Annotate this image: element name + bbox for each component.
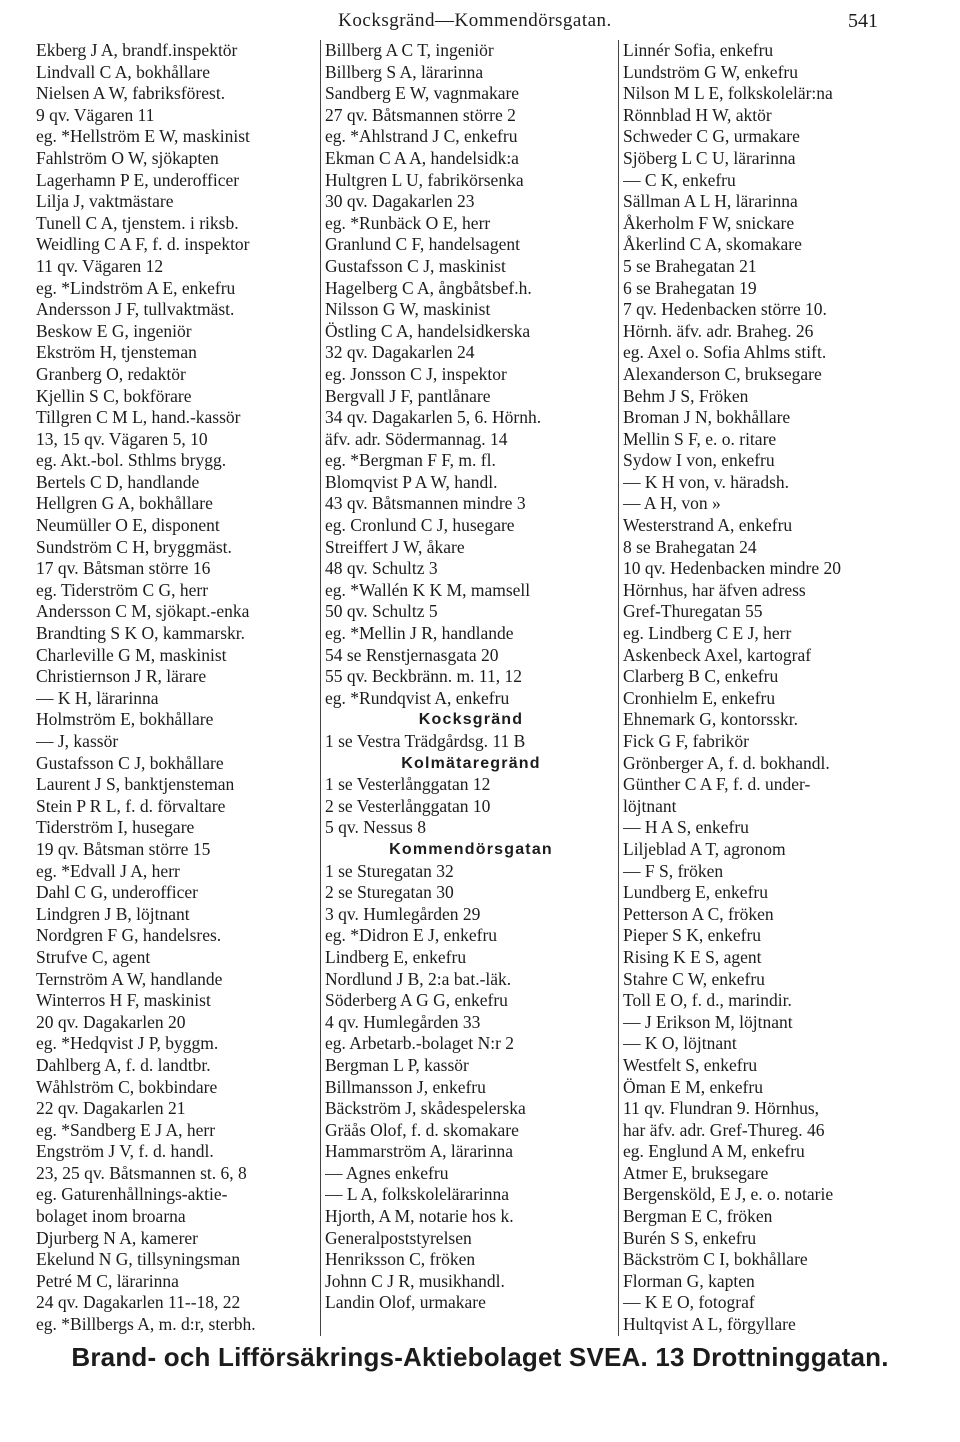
directory-entry: Ekelund N G, tillsyningsman [36,1249,241,1270]
directory-entry: — A H, von » [623,493,721,514]
directory-entry: har äfv. adr. Gref-Thureg. 46 [623,1119,825,1140]
directory-entry: löjtnant [623,795,677,816]
directory-entry: Billmansson J, enkefru [325,1076,486,1097]
directory-entry: Bertels C D, handlande [36,471,200,492]
directory-entry: Sandberg E W, vagnmakare [325,83,520,104]
directory-entry: 48 qv. Schultz 3 [325,558,438,579]
directory-entry: Rising K E S, agent [623,946,762,967]
directory-entry: eg. *Hedqvist J P, byggm. [36,1033,219,1054]
directory-entry: Ekberg J A, brandf.inspektör [36,40,238,60]
directory-entry: Holmström E, bokhållare [36,709,214,730]
directory-entry: Stein P R L, f. d. förvaltare [36,795,226,816]
directory-entry: Laurent J S, banktjensteman [36,774,235,795]
directory-entry: eg. *Didron E J, enkefru [325,925,498,946]
directory-entry: Nilson M L E, folkskolelär:na [623,83,833,104]
directory-entry: Nordgren F G, handelsres. [36,925,222,946]
directory-entry: Andersson C M, sjökapt.-enka [36,601,250,622]
directory-entry: Winterros H F, maskinist [36,990,211,1011]
directory-entry: eg. *Bergman F F, m. fl. [325,450,496,471]
directory-entry: — L A, folkskolelärarinna [325,1184,510,1205]
directory-entry: Lindgren J B, löjtnant [36,903,190,924]
directory-entry: 7 qv. Hedenbacken större 10. [623,299,827,320]
directory-entry: Granlund C F, handelsagent [325,234,520,255]
directory-entry: eg. *Sandberg E J A, herr [36,1119,216,1140]
directory-entry: Mellin S F, e. o. ritare [623,428,777,449]
street-heading: Kolmätaregränd [401,754,541,772]
directory-entry: Gustafsson C J, bokhållare [36,752,224,773]
directory-entry: Broman J N, bokhållare [623,407,791,428]
directory-entry: 23, 25 qv. Båtsmannen st. 6, 8 [36,1162,247,1183]
street-heading: Kommendörsgatan [389,840,553,858]
directory-entry: Bergman E C, fröken [623,1206,773,1227]
directory-entry: Lindvall C A, bokhållare [36,61,210,82]
directory-entry: 43 qv. Båtsmannen mindre 3 [325,493,526,514]
directory-entry: 20 qv. Dagakarlen 20 [36,1011,186,1032]
directory-entry: Sundström C H, bryggmäst. [36,536,232,557]
directory-entry: Günther C A F, f. d. under- [623,774,811,795]
directory-entry: Cronhielm E, enkefru [623,687,776,708]
directory-entry: Westerstrand A, enkefru [623,515,793,536]
directory-entry: 24 qv. Dagakarlen 11--18, 22 [36,1292,241,1313]
directory-entry: 4 qv. Humlegården 33 [325,1011,481,1032]
directory-entry: Fick G F, fabrikör [623,731,749,751]
directory-entry: Lundström G W, enkefru [623,61,798,82]
directory-entry: Fahlström O W, sjökapten [36,147,219,168]
directory-entry: Andersson J F, tullvaktmäst. [36,299,235,320]
column-left [36,40,314,1336]
directory-entry: Johnn C J R, musikhandl. [325,1270,505,1291]
directory-entry: Weidling C A F, f. d. inspektor [36,234,250,255]
directory-entry: Florman G, kapten [623,1270,755,1291]
directory-entry: eg. Jonsson C J, inspektor [325,363,507,384]
directory-entry: 19 qv. Båtsman större 15 [36,838,211,859]
directory-entry: Dahlberg A, f. d. landtbr. [36,1054,211,1075]
directory-entry: eg. *Wallén K K M, mamsell [325,579,531,600]
directory-entry: — F S, fröken [623,860,724,881]
directory-entry: Hellgren G A, bokhållare [36,493,213,514]
directory-entry: Ekman C A A, handelsidk:a [325,147,519,168]
directory-entry: Petré M C, lärarinna [36,1270,179,1291]
directory-entry: Lundberg E, enkefru [623,882,768,903]
directory-entry: Billberg A C T, ingeniör [325,40,494,60]
directory-entry: 34 qv. Dagakarlen 5, 6. Hörnh. [325,407,542,428]
directory-entry: 22 qv. Dagakarlen 21 [36,1098,186,1119]
directory-entry: Kjellin S C, bokförare [36,385,192,406]
directory-entry: — J, kassör [36,731,119,751]
directory-entry: eg. *Mellin J R, handlande [325,623,514,644]
directory-entry: Behm J S, Fröken [623,385,749,406]
directory-entry: — K O, löjtnant [623,1033,737,1054]
column-right [618,40,915,1336]
directory-entry: Blomqvist P A W, handl. [325,471,498,492]
directory-entry: eg. Axel o. Sofia Ahlms stift. [623,342,827,363]
directory-entry: Bergman L P, kassör [325,1054,469,1075]
directory-entry: Nielsen A W, fabriksförest. [36,83,226,104]
column-middle [320,40,617,1336]
directory-entry: Östling C A, handelsidkerska [325,320,531,341]
directory-entry: 54 se Renstjernasgata 20 [325,644,499,665]
directory-entry: Stahre C W, enkefru [623,968,765,989]
directory-entry: eg. *Billbergs A, m. d:r, sterbh. [36,1314,256,1335]
directory-entry: äfv. adr. Södermannag. 14 [325,428,508,449]
directory-entry: Petterson A C, fröken [623,903,774,924]
directory-entry: Åkerlind C A, skomakare [623,234,802,255]
directory-entry: 2 se Sturegatan 30 [325,882,454,903]
directory-entry: Sydow I von, enkefru [623,450,775,471]
directory-entry: eg. Tiderström C G, herr [36,579,209,600]
directory-entry: 13, 15 qv. Vägaren 5, 10 [36,428,208,449]
directory-entry: Nordlund J B, 2:a bat.-läk. [325,968,512,989]
directory-entry: — K E O, fotograf [623,1292,755,1313]
directory-entry: Grönberger A, f. d. bokhandl. [623,752,830,773]
directory-entry: Beskow E G, ingeniör [36,320,192,341]
directory-entry: Burén S S, enkefru [623,1227,757,1248]
directory-entry: Bäckström J, skådespelerska [325,1098,526,1119]
directory-entry: Ehnemark G, kontorsskr. [623,709,798,730]
directory-entry: Landin Olof, urmakare [325,1292,486,1313]
directory-entry: Lagerhamn P E, underofficer [36,169,240,190]
directory-entry: Streiffert J W, åkare [325,536,465,557]
directory-entry: 6 se Brahegatan 19 [623,277,757,298]
directory-entry: — K H, lärarinna [36,687,159,708]
directory-entry: 9 qv. Vägaren 11 [36,104,155,125]
directory-entry: Dahl C G, underofficer [36,882,198,903]
directory-entry: Charleville G M, maskinist [36,644,227,665]
directory-entry: Gustafsson C J, maskinist [325,255,506,276]
directory-entry: Billberg S A, lärarinna [325,61,484,82]
directory-entry: Granberg O, redaktör [36,363,186,384]
street-heading: Kocksgränd [418,711,524,729]
directory-entry: 1 se Sturegatan 32 [325,860,454,881]
directory-entry: Toll E O, f. d., marindir. [623,990,792,1011]
directory-entry: Christiernson J R, lärare [36,666,207,687]
directory-entry: Schweder C G, urmakare [623,126,800,147]
directory-entry: 10 qv. Hedenbacken mindre 20 [623,558,842,579]
directory-entry: eg. Lindberg C E J, herr [623,623,792,644]
directory-entry: Lindberg E, enkefru [325,946,467,967]
directory-entry: Rönnblad H W, aktör [623,104,772,125]
directory-entry: Atmer E, bruksegare [623,1162,769,1183]
directory-columns [36,40,910,1336]
directory-entry: Hörnhus, har äfven adress [623,579,806,600]
directory-entry: Tiderström I, husegare [36,817,195,838]
directory-entry: 30 qv. Dagakarlen 23 [325,191,475,212]
directory-entry: Hammarström A, lärarinna [325,1141,514,1162]
directory-entry: — J Erikson M, löjtnant [623,1011,793,1032]
directory-entry: Sjöberg L C U, lärarinna [623,147,796,168]
directory-entry: Henriksson C, fröken [325,1249,476,1270]
page-header [0,10,960,40]
directory-entry: Askenbeck Axel, kartograf [623,644,812,665]
directory-entry: Neumüller O E, disponent [36,515,220,536]
directory-entry: Linnér Sofia, enkefru [623,40,774,60]
directory-entry: eg. Englund A M, enkefru [623,1141,805,1162]
directory-entry: — H A S, enkefru [623,817,749,838]
directory-entry: eg. *Runbäck O E, herr [325,212,491,233]
directory-entry: Gräås Olof, f. d. skomakare [325,1119,519,1140]
directory-entry: 1 se Vesterlånggatan 12 [325,774,491,795]
directory-entry: 5 se Brahegatan 21 [623,255,757,276]
directory-entry: eg. *Edvall J A, herr [36,860,180,881]
directory-entry: Åkerholm F W, snickare [623,212,795,233]
directory-entry: Strufve C, agent [36,946,151,967]
directory-entry: Nilsson G W, maskinist [325,299,491,320]
directory-entry: 32 qv. Dagakarlen 24 [325,342,475,363]
directory-entry: Bergvall J F, pantlånare [325,385,491,406]
directory-entry: Westfelt S, enkefru [623,1054,758,1075]
directory-entry: 27 qv. Båtsmannen större 2 [325,104,516,125]
footer-advertisement: Brand- och Lifförsäkrings-Aktiebolaget SVEA. 13 Drottninggatan. [71,1342,889,1372]
directory-entry: — Agnes enkefru [325,1162,449,1183]
directory-entry: Sällman A L H, lärarinna [623,191,798,212]
directory-entry: Engström J V, f. d. handl. [36,1141,214,1162]
directory-entry: 50 qv. Schultz 5 [325,601,438,622]
directory-entry: Söderberg A G G, enkefru [325,990,508,1011]
directory-entry: Liljeblad A T, agronom [623,838,786,859]
directory-entry: Bergensköld, E J, e. o. notarie [623,1184,834,1205]
directory-entry: 8 se Brahegatan 24 [623,536,757,557]
directory-entry: Hjorth, A M, notarie hos k. [325,1206,514,1227]
directory-entry: Bäckström C I, bokhållare [623,1249,808,1270]
directory-entry: eg. *Rundqvist A, enkefru [325,687,510,708]
directory-entry: Ternström A W, handlande [36,968,223,989]
directory-entry: Tunell C A, tjenstem. i riksb. [36,212,239,233]
directory-entry: — C K, enkefru [623,169,736,190]
directory-entry: Hörnh. äfv. adr. Braheg. 26 [623,320,814,341]
directory-entry: Gref-Thuregatan 55 [623,601,763,622]
directory-entry: Lilja J, vaktmästare [36,191,174,212]
directory-entry: — K H von, v. häradsh. [623,471,790,492]
directory-entry: eg. Arbetarb.-bolaget N:r 2 [325,1033,515,1054]
page-number: 541 [848,10,878,32]
directory-entry: Tillgren C M L, hand.-kassör [36,407,241,428]
directory-entry: 17 qv. Båtsman större 16 [36,558,211,579]
directory-entry: 2 se Vesterlånggatan 10 [325,795,491,816]
directory-entry: Generalpoststyrelsen [325,1227,472,1248]
directory-entry: Alexanderson C, bruksegare [623,363,822,384]
directory-entry: eg. Akt.-bol. Sthlms brygg. [36,450,227,471]
directory-entry: 11 qv. Vägaren 12 [36,255,164,276]
directory-entry: Clarberg B C, enkefru [623,666,779,687]
directory-entry: Hagelberg C A, ångbåtsbef.h. [325,277,532,298]
directory-entry: Brandting S K O, kammarskr. [36,623,246,644]
directory-entry: Öman E M, enkefru [623,1076,763,1097]
directory-entry: 1 se Vestra Trädgårdsg. 11 B [325,731,526,751]
directory-entry: Hultgren L U, fabrikörsenka [325,169,524,190]
directory-entry: Wåhlström C, bokbindare [36,1076,218,1097]
directory-entry: eg. Gaturenhållnings-aktie- [36,1184,228,1205]
directory-entry: eg. Cronlund C J, husegare [325,515,515,536]
directory-entry: Ekström H, tjensteman [36,342,197,363]
directory-entry: 5 qv. Nessus 8 [325,817,426,838]
directory-entry: Djurberg N A, kamerer [36,1227,198,1248]
directory-entry: Hultqvist A L, förgyllare [623,1314,796,1335]
directory-entry: eg. *Hellström E W, maskinist [36,126,250,147]
directory-entry: 11 qv. Flundran 9. Hörnhus, [623,1098,820,1119]
directory-entry: eg. *Ahlstrand J C, enkefru [325,126,518,147]
directory-entry: bolaget inom broarna [36,1206,186,1227]
directory-entry: eg. *Lindström A E, enkefru [36,277,236,298]
page-title: Kocksgränd—Kommendörsgatan. [338,10,612,31]
directory-entry: 55 qv. Beckbränn. m. 11, 12 [325,666,523,687]
directory-entry: Pieper S K, enkefru [623,925,762,946]
directory-entry: 3 qv. Humlegården 29 [325,903,481,924]
